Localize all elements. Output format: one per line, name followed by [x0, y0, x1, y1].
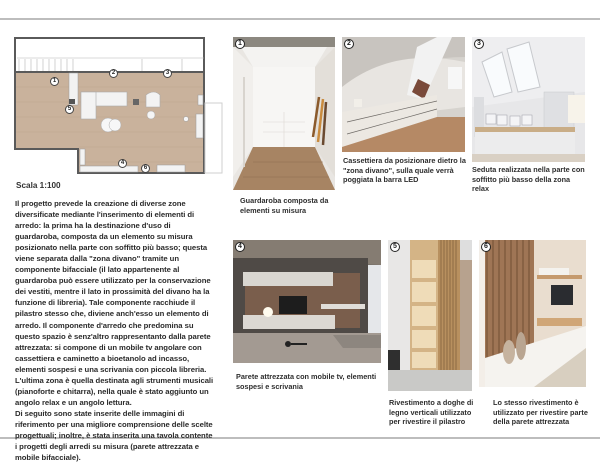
photo-caption — [240, 196, 340, 215]
description-line: arredo. Il componente d'arredo che predomina su — [15, 320, 194, 330]
description-line: diversificate mediante l'inserimento di elementi di — [15, 210, 195, 220]
photo-number-badge: 4 — [235, 242, 245, 252]
description-line: questo spazio è senz'altro rappresentanto dalla parete — [15, 331, 211, 341]
photo-drawer-unit — [342, 37, 465, 152]
description-line: attrezzata: si compone di un mobile tv angolare con — [15, 342, 202, 352]
top-rule — [0, 18, 600, 20]
floor-plan-drawing — [14, 37, 224, 177]
plan-marker-6: 6 — [141, 164, 150, 173]
description-line: Il progetto prevede la creazione di diverse zone — [15, 199, 186, 208]
photo-number-badge: 2 — [344, 39, 354, 49]
caption-line: poggiata la barra LED — [343, 175, 419, 185]
caption-line: Rivestimento a doghe di — [389, 398, 474, 407]
photo-wood-slats-wall — [479, 240, 586, 387]
description-line: guardaroba, composta da un elemento su misura — [15, 232, 193, 242]
caption-line: della parete attrezzata — [493, 417, 570, 427]
caption-line: utilizzato per rivestire parte — [493, 407, 588, 417]
plan-marker-2: 2 — [109, 69, 118, 78]
photo-relax-seat — [472, 37, 585, 162]
scale-label: Scala 1:100 — [16, 181, 61, 190]
caption-line: sospesi e scrivania — [236, 381, 303, 391]
description-line: pilastro stesso che, diviene anch'esso un elemento di — [15, 309, 209, 319]
caption-line: Cassettiera da posizionare dietro la — [343, 156, 466, 165]
caption-line: elementi su misura — [240, 205, 307, 215]
project-description — [15, 198, 227, 463]
description-line: viene separata dalla "zona divano" tramite un — [15, 254, 179, 264]
photo-caption — [236, 372, 386, 391]
description-line: i progetti degli arredi su misura (parete attrezzata e — [15, 442, 199, 452]
description-line: dei vestiti, mentre il lato in prossimità del divano ha la — [15, 287, 210, 297]
description-line: elementi sospesi e una scrivania con piccola libreria. — [15, 364, 207, 374]
description-line: guardaroba può essere utilizzato per la conservazione — [15, 276, 211, 286]
caption-line: Guardaroba composta da — [240, 196, 329, 205]
wood-slats-wall-image — [479, 240, 586, 387]
photo-caption — [343, 156, 473, 185]
photo-number-badge: 6 — [481, 242, 491, 252]
caption-line: relax — [472, 184, 490, 194]
floor-plan — [14, 37, 224, 177]
photo-number-badge: 3 — [474, 39, 484, 49]
description-line: progettuali; inoltre, è stata inserita una tavola contente — [15, 430, 213, 440]
description-line: cassettiera e caminetto a bioetanolo ad incasso, — [15, 353, 190, 363]
caption-line: "zona divano", sulla quale verrà — [343, 165, 454, 175]
photo-caption — [493, 398, 593, 427]
photo-wardrobe — [233, 37, 335, 190]
plan-marker-3: 3 — [163, 69, 172, 78]
photo-caption — [389, 398, 479, 427]
description-line: mobile bifacciale). — [15, 453, 81, 463]
description-line: L'ultima zona è quella destinata agli strumenti musicali — [15, 375, 214, 385]
description-line: arredo: la prima ha la destinazione d'uso di — [15, 221, 171, 231]
description-line: riferimento per una migliore comprensione delle scelte — [15, 419, 213, 429]
caption-line: Parete attrezzata con mobile tv, elementi — [236, 372, 377, 381]
photo-number-badge: 5 — [390, 242, 400, 252]
caption-line: per rivestire il pilastro — [389, 417, 466, 427]
caption-line: Lo stesso rivestimento è — [493, 398, 579, 407]
plan-marker-1: 1 — [50, 77, 59, 86]
description-line: (pianoforte e chitarra), nella quale è stato aggiunto un — [15, 386, 209, 396]
drawer-unit-image — [342, 37, 465, 152]
description-line: funzione di libreria). Tale componente racchiude il — [15, 298, 196, 308]
photo-number-badge: 1 — [235, 39, 245, 49]
description-line: angolo relax e un angolo lettura. — [15, 397, 132, 407]
tv-wall-image — [233, 240, 381, 363]
photo-tv-wall — [233, 240, 381, 363]
description-line: componente bifacciale (il lato appartenente al — [15, 265, 180, 275]
photo-caption — [472, 165, 597, 194]
plan-marker-5: 5 — [65, 105, 74, 114]
wardrobe-image — [233, 37, 335, 190]
caption-line: soffitto più basso della zona — [472, 174, 571, 184]
description-line: posizionato nella parte con soffitto più basso; questa — [15, 243, 208, 253]
plan-marker-4: 4 — [118, 159, 127, 168]
description-line: Di seguito sono state inserite delle immagini di — [15, 408, 185, 418]
wood-slats-pillar-image — [388, 240, 472, 391]
caption-line: legno verticali utilizzato — [389, 407, 472, 417]
caption-line: Seduta realizzata nella parte con — [472, 165, 585, 174]
relax-seat-image — [472, 37, 585, 162]
photo-wood-slats-pillar — [388, 240, 472, 391]
